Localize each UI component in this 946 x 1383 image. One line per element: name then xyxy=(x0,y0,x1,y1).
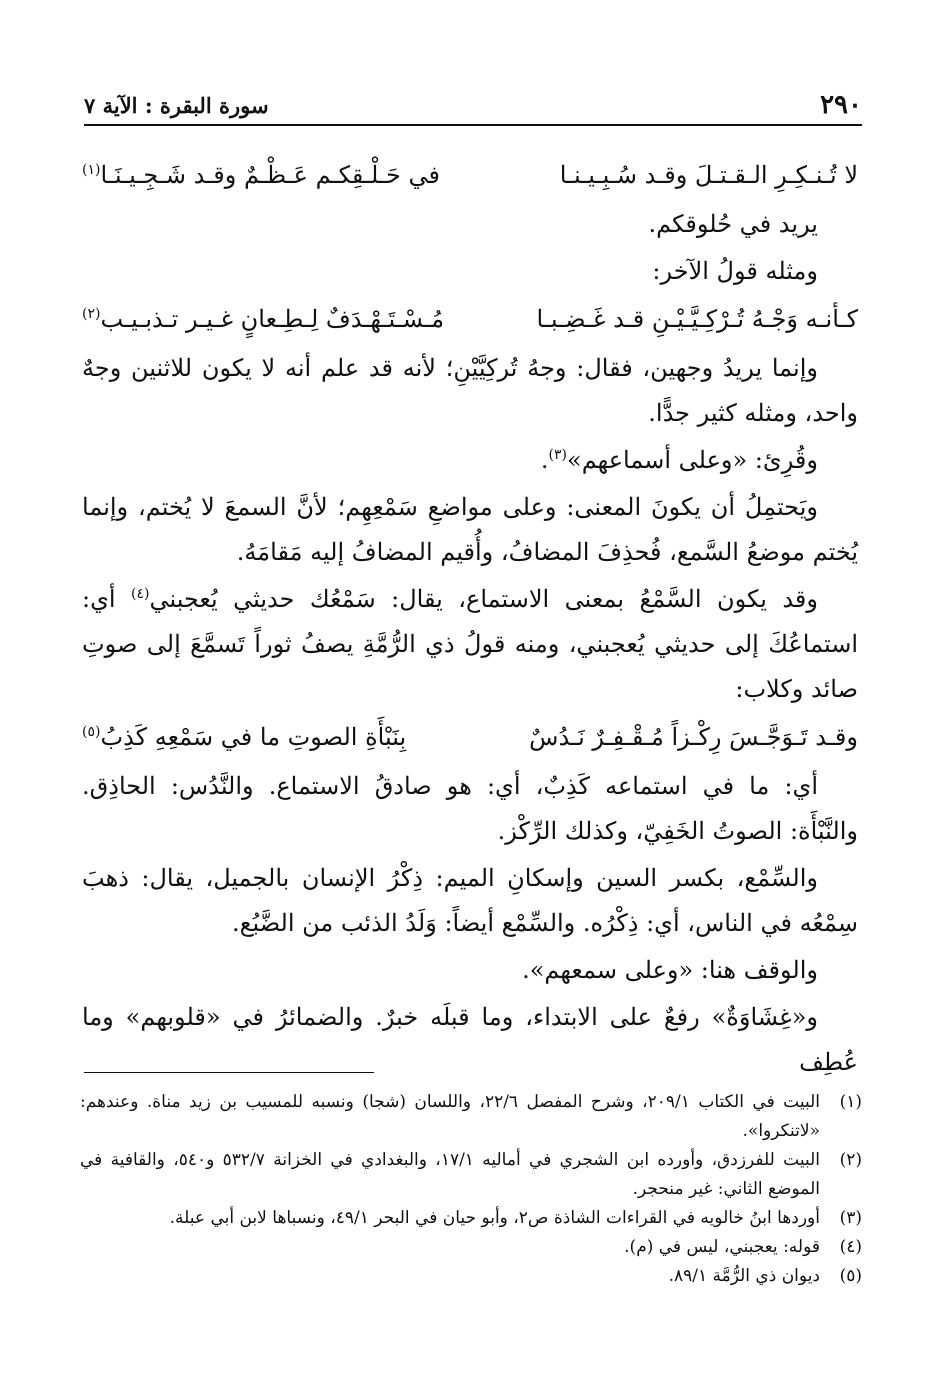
footnote-number: (٣) xyxy=(839,1208,862,1228)
footnote xyxy=(80,1233,862,1262)
paragraph-text: . xyxy=(540,446,549,474)
verse-first-hemistich: كـأنـه وَجْـهُ تُـرْكِـيَّـيْـنِ قـد غَـضِـبـا xyxy=(536,305,858,333)
paragraph xyxy=(82,438,858,483)
paragraph: ويَحتمِلُ أن يكونَ المعنى: وعلى مواضعِ سَمْعِهِم؛ لأنَّ السمعَ لا يُختم، وإنما يُختم موضعُ السَّمع، فُحذِفَ المضافُ، وأُقيم المضافُ إليه مَقامَهُ. xyxy=(82,493,858,566)
verse-text: في حَـلْـقِكـم عَـظْـمٌ وقـد شَـجِـيـنَـا xyxy=(100,161,440,189)
footnote-text: ديوان ذي الرُّمَّة ٨٩/١. xyxy=(668,1266,820,1286)
footnote-ref[interactable]: (٢) xyxy=(82,306,101,322)
verse-text: بِنَبْأَةِ الصوتِ ما في سَمْعِهِ كَذِبُ xyxy=(100,723,407,751)
footnote-ref[interactable]: (١) xyxy=(82,162,101,178)
paragraph: و«غِشَاوَةٌ» رفعٌ على الابتداء، وما قبلَه خبرٌ. والضمائرُ في «قلوبهم» وما عُطِف xyxy=(82,1003,858,1076)
paragraph: ومثله قولُ الآخر: xyxy=(652,257,818,285)
page-number: ٢٩٠ xyxy=(820,90,862,120)
footnote-ref[interactable]: (٣) xyxy=(548,447,568,463)
running-title: سورة البقرة : الآية ٧ xyxy=(84,93,269,118)
verse-line xyxy=(82,152,858,198)
paragraph: والوقف هنا: «وعلى سمعهم». xyxy=(522,956,818,984)
footnote-ref[interactable]: (٥) xyxy=(82,724,101,740)
footnotes xyxy=(80,1088,862,1291)
paragraph xyxy=(82,577,858,712)
verse-first-hemistich: لا تُـنـكِـرِ الـقـتـلَ وقـد سُـبِـيـنـا xyxy=(559,161,858,189)
verse-second-hemistich xyxy=(82,152,440,198)
verse-text: مُـسْـتَـهْـدَفٌ لِـطِـعانٍ غـيـر تـذبـيـب xyxy=(100,305,445,333)
paragraph: أي: ما في استماعه كَذِبٌ، أي: هو صادقُ الاستماع. والنَّدُس: الحاذِق. والنَّبْأَة: الصوتُ الخَفِيّ، وكذلك الرِّكْز. xyxy=(82,772,858,845)
paragraph-text: وقُرِئ: «وعلى أسماعهم» xyxy=(567,446,818,474)
paragraph: والسِّمْع، بكسر السين وإسكانِ الميم: ذِكْرُ الإنسان بالجميل، يقال: ذهبَ سِمْعُه في الناس، أي: ذِكْرُه. والسِّمْع أيضاً: وَلَدُ الذئب من الضَّبُع. xyxy=(82,864,858,937)
footnote xyxy=(80,1146,862,1204)
footnote-ref[interactable]: (٤) xyxy=(130,586,150,602)
footnote-text: البيت للفرزدق، وأورده ابن الشجري في أماليه ١٧/١، والبغدادي في الخزانة ٥٣٢/٧ و٥٤٠، والقافية في الموضع الثاني: غير منحجر. xyxy=(80,1150,820,1199)
paragraph-text: أي: استماعُكَ إلى حديثي يُعجبني، ومنه قولُ ذي الرُّمَّةِ يصفُ ثوراً تَسمَّعَ إلى صوتِ صائد وكلاب: xyxy=(82,585,858,703)
paragraph: وإنما يريدُ وجهين، فقال: وجهُ تُركِيَّيْنِ؛ لأنه قد علم أنه لا يكون للاثنين وجهٌ واحد، ومثله كثير جدًّا. xyxy=(82,354,858,427)
footnote xyxy=(80,1262,862,1291)
verse-second-hemistich xyxy=(82,296,444,342)
footnote xyxy=(80,1204,862,1233)
footnote-divider xyxy=(84,1072,374,1073)
verse-second-hemistich xyxy=(82,714,406,760)
verse-line xyxy=(82,714,858,760)
footnote-number: (٥) xyxy=(839,1266,862,1286)
verse-line xyxy=(82,296,858,342)
footnote xyxy=(80,1088,862,1146)
page-header xyxy=(84,84,862,126)
main-text xyxy=(82,150,858,1087)
footnote-text: أوردها ابنُ خالويه في القراءات الشاذة ص٢، وأبو حيان في البحر ٤٩/١، ونسباها لابن أبي عبلة. xyxy=(169,1208,820,1228)
paragraph-text: وقد يكون السَّمْعُ بمعنى الاستماع، يقال: سَمْعُك حديثي يُعجبني xyxy=(149,585,818,613)
footnote-text: قوله: يعجبني، ليس في (م). xyxy=(624,1237,820,1257)
footnote-text: البيت في الكتاب ٢٠٩/١، وشرح المفصل ٢٢/٦، واللسان (شجا) ونسبه للمسيب بن زيد مناة. وعندهم: «لاتنكروا». xyxy=(80,1092,820,1141)
paragraph: يريد في حُلوقكم. xyxy=(648,210,818,238)
footnote-number: (٢) xyxy=(839,1150,862,1170)
footnote-number: (٤) xyxy=(839,1237,862,1257)
footnote-number: (١) xyxy=(839,1092,862,1112)
verse-first-hemistich: وقـد تَـوَجَّـسَ رِكْـزاً مُـقْـفِـرٌ نَـدُسٌ xyxy=(529,723,858,751)
